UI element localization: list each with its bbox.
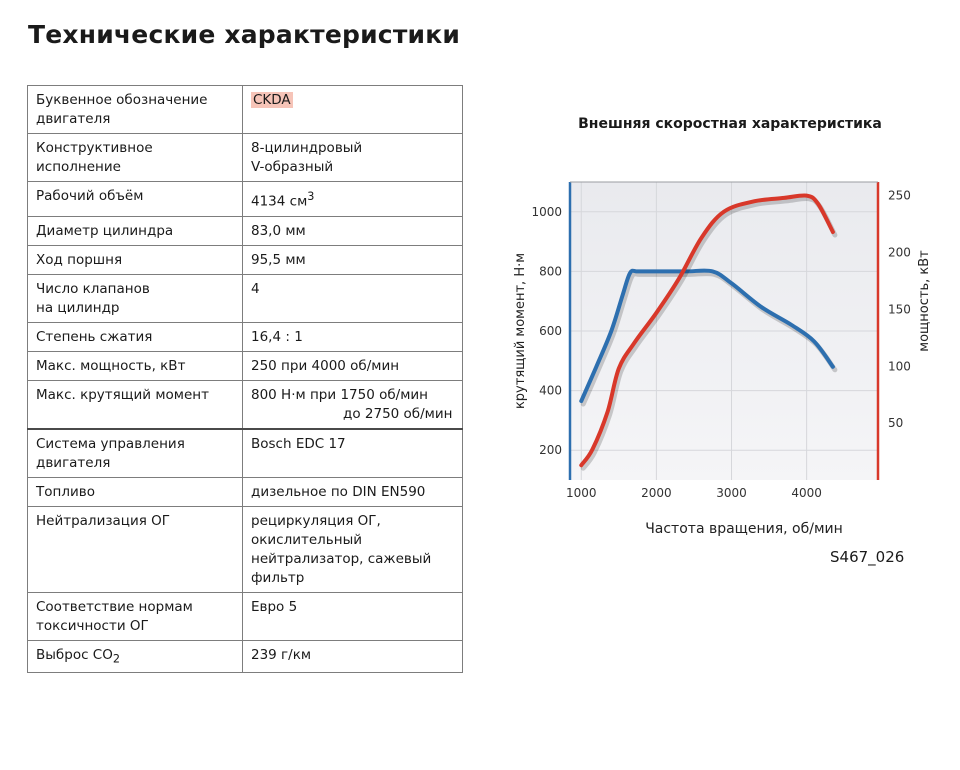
x-tick-label: 2000 [641,486,672,500]
spec-value [243,506,463,592]
spec-param-line: Конструктивное [36,140,153,156]
spec-param [28,134,243,182]
spec-param [28,245,243,274]
spec-value-line: 4 [251,280,260,297]
spec-param [28,640,243,673]
specs-table [27,85,463,673]
spec-param-line: Ход поршня [36,251,123,268]
spec-row [28,322,463,351]
y-left-tick-label: 600 [539,324,562,338]
spec-value-line: Bosch EDC 17 [251,435,346,452]
spec-value-line: 16,4 : 1 [251,328,303,345]
spec-param-line: Диаметр цилиндра [36,222,174,239]
spec-param-line: Макс. мощность, кВт [36,357,186,374]
spec-value [243,86,463,134]
spec-value-line: фильтр [251,569,305,586]
spec-value [243,134,463,182]
spec-row [28,134,463,182]
chart-title: Внешняя скоростная характеристика [578,116,882,132]
spec-param-line: Система управления [36,435,185,452]
spec-param-line: двигателя [36,454,111,471]
spec-param-line: на цилиндр [36,299,120,316]
spec-param [28,380,243,429]
x-tick-label: 3000 [716,486,747,500]
y-left-tick-label: 400 [539,383,562,398]
spec-value-line: до 2750 об/мин [343,405,453,422]
spec-value [243,274,463,322]
spec-value-line: 800 Н·м при 1750 об/мин [251,386,429,403]
spec-param [28,182,243,217]
y-right-tick-label: 250 [888,188,911,203]
y-right-tick-label: 50 [888,416,904,431]
spec-value-line: рециркуляция ОГ, [251,512,381,529]
spec-row [28,274,463,322]
spec-value-line: 250 при 4000 об/мин [251,357,400,374]
spec-row [28,182,463,217]
spec-param-line: Нейтрализация ОГ [36,512,171,529]
x-axis-label: Частота вращения, об/мин [645,521,843,537]
spec-row [28,592,463,640]
spec-param-line: двигателя [36,111,111,127]
spec-row [28,506,463,592]
spec-param [28,506,243,592]
spec-param-line: токсичности ОГ [36,617,149,634]
spec-value [243,477,463,506]
spec-param [28,429,243,478]
spec-value [243,182,463,217]
spec-value-line: CKDA [253,92,291,108]
y-left-tick-label: 200 [539,443,562,458]
spec-value [243,640,463,673]
spec-row [28,86,463,134]
spec-value-line: окислительный [251,531,363,548]
y-right-tick-label: 200 [888,245,911,260]
spec-param [28,322,243,351]
spec-param [28,592,243,640]
spec-row [28,380,463,429]
spec-param-line: Число клапанов [36,280,150,297]
y-right-tick-label: 100 [888,359,911,374]
spec-param-subscript: 2 [112,652,121,666]
spec-param-line: исполнение [36,159,121,175]
spec-param [28,216,243,245]
spec-param-line: Топливо [36,483,95,500]
spec-param-line: Соответствие нормам [36,598,193,615]
spec-value-line: 83,0 мм [251,222,306,239]
y-left-tick-label: 800 [539,264,562,279]
y-left-tick-label: 1000 [531,204,562,219]
y-left-axis-label: крутящий момент, Н·м [513,252,528,410]
x-tick-label: 4000 [791,486,822,500]
page-title: Технические характеристики [28,20,461,49]
spec-value [243,380,463,429]
chart-code: S467_026 [830,548,905,566]
spec-value [243,429,463,478]
y-right-tick-label: 150 [888,302,911,317]
spec-param-line: Буквенное обозначение [36,92,208,108]
spec-value [243,216,463,245]
spec-value-line: нейтрализатор, сажевый [251,550,432,567]
spec-value [243,592,463,640]
spec-value-superscript: 3 [307,190,315,203]
spec-row [28,640,463,673]
spec-value-line: дизельное по DIN EN590 [251,483,426,500]
spec-row [28,429,463,478]
spec-param-line: Рабочий объём [36,188,144,204]
spec-value-line: 4134 см [251,193,308,210]
y-right-axis-label: мощность, кВт [917,250,932,352]
spec-value [243,245,463,274]
spec-value-line: V-образный [251,159,334,175]
spec-param-line: Макс. крутящий момент [36,386,209,403]
spec-param [28,274,243,322]
spec-param-line: Выброс CO [36,646,113,663]
spec-row [28,477,463,506]
spec-param [28,477,243,506]
spec-param [28,351,243,380]
spec-value-line: 239 г/км [251,646,312,663]
spec-row [28,351,463,380]
spec-row [28,216,463,245]
spec-row [28,245,463,274]
engine-characteristic-chart [500,160,950,550]
spec-value [243,351,463,380]
x-tick-label: 1000 [565,486,597,500]
spec-param-line: Степень сжатия [36,328,153,345]
spec-value-line: 95,5 мм [251,251,306,268]
spec-value [243,322,463,351]
spec-param [28,86,243,134]
spec-value-line: Евро 5 [251,598,298,615]
spec-value-line: 8-цилиндровый [251,140,363,156]
